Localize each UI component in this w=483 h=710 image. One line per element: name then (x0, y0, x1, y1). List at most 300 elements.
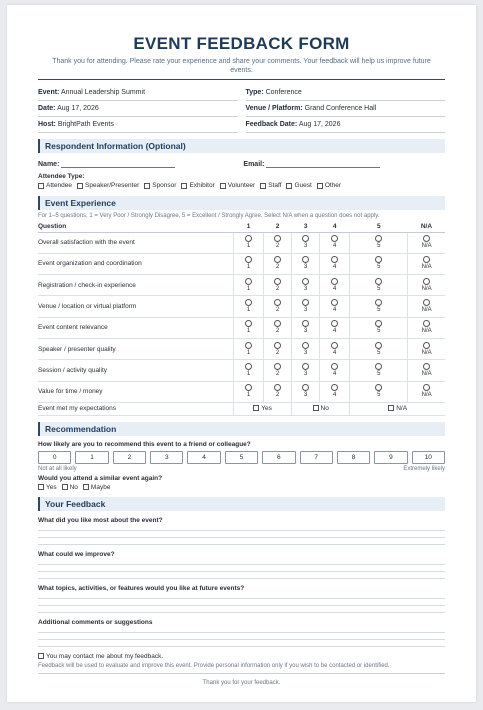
radio-label: N/A (421, 349, 432, 356)
expectations-yes[interactable] (253, 405, 272, 412)
contact-consent-checkbox[interactable] (38, 653, 44, 659)
table-row (38, 232, 445, 253)
question-label: Registration / check-in experience (38, 275, 233, 296)
thank-you-note: Thank you for your feedback. (202, 679, 281, 686)
rating-radio[interactable] (422, 278, 432, 293)
name-field[interactable] (61, 160, 175, 168)
rating-radio[interactable] (302, 384, 309, 399)
radio-label: 4 (333, 307, 337, 314)
rating-cell (264, 317, 292, 338)
radio-label: 2 (275, 392, 280, 399)
expectations-option-label: Yes (261, 404, 272, 412)
rating-radio[interactable] (422, 299, 432, 314)
attendee-type-staff[interactable] (260, 181, 281, 190)
rating-radio[interactable] (375, 320, 382, 335)
radio-circle[interactable] (375, 299, 382, 306)
expectations-checkbox[interactable] (253, 405, 259, 411)
radio-label: 1 (246, 370, 251, 377)
radio-circle[interactable] (245, 235, 252, 242)
radio-label: 2 (275, 328, 280, 335)
rating-cell (408, 232, 445, 253)
attendee-type-checkbox[interactable] (260, 183, 266, 189)
attend-again-question: Would you attend a similar event again? (38, 474, 163, 482)
radio-circle[interactable] (274, 278, 281, 285)
radio-label: 1 (246, 328, 251, 335)
radio-circle[interactable] (274, 363, 281, 370)
recommend-score-4[interactable]: 4 (187, 451, 220, 464)
attendee-type-label: Staff (268, 182, 282, 189)
table-header-row (38, 221, 445, 232)
radio-label: 2 (275, 307, 280, 314)
radio-label: 5 (377, 307, 381, 314)
rating-radio[interactable] (422, 342, 432, 357)
experience-table (38, 221, 445, 416)
recommend-question: How likely are you to recommend this event to a friend or colleague? (38, 440, 251, 448)
rating-cell (233, 360, 263, 381)
rating-column-header: 3 (292, 221, 320, 232)
rating-radio[interactable] (274, 363, 281, 378)
recommend-score-2[interactable]: 2 (113, 451, 146, 464)
recommendation-section-heading: Recommendation (38, 422, 445, 436)
rating-cell (292, 381, 320, 402)
attendee-type-checkbox[interactable] (286, 183, 292, 189)
attendee-type-guest[interactable] (286, 181, 311, 190)
table-row (38, 253, 445, 274)
type-value: Conference (265, 89, 302, 96)
attend-again-label: No (69, 483, 78, 491)
radio-label: 2 (275, 285, 280, 292)
rating-radio[interactable] (375, 342, 382, 357)
radio-label: 3 (303, 370, 308, 377)
rating-radio[interactable] (274, 342, 281, 357)
rating-radio[interactable] (274, 320, 281, 335)
radio-circle[interactable] (331, 384, 338, 391)
rating-radio[interactable] (331, 278, 338, 293)
rating-cell (233, 253, 263, 274)
radio-circle[interactable] (331, 342, 338, 349)
rating-radio[interactable] (274, 235, 281, 250)
expectations-option-label: No (320, 404, 329, 412)
type-label: Type: (245, 89, 264, 96)
recommend-score-10[interactable]: 10 (412, 451, 445, 464)
rating-radio[interactable] (245, 384, 252, 399)
form-subtitle: Thank you for attending. Please rate your experience and share your comments. Your feedback will help us improve future events. (52, 58, 431, 74)
table-row (38, 275, 445, 296)
expectations-na[interactable] (388, 405, 407, 412)
attendee-type-checkbox[interactable] (220, 183, 226, 189)
attend-again-label: Yes (46, 483, 57, 491)
rating-cell (320, 317, 350, 338)
rating-cell (408, 381, 445, 402)
attendee-type-checkbox[interactable] (77, 183, 83, 189)
email-label: Email: (243, 161, 265, 168)
rating-radio[interactable] (302, 299, 309, 314)
experience-section-heading: Event Experience (38, 196, 445, 210)
rating-cell (292, 296, 320, 317)
feedback-date-field (246, 117, 446, 133)
rating-cell (233, 296, 263, 317)
radio-circle[interactable] (375, 363, 382, 370)
venue-label: Venue / Platform: (245, 105, 303, 112)
radio-circle[interactable] (375, 342, 382, 349)
rating-radio[interactable] (375, 256, 382, 271)
rating-cell (264, 296, 292, 317)
attend-again-no[interactable] (62, 483, 78, 492)
rating-radio[interactable] (274, 384, 281, 399)
radio-label: 2 (275, 370, 280, 377)
radio-circle[interactable] (423, 320, 430, 327)
radio-circle[interactable] (423, 256, 430, 263)
feedback-section-heading: Your Feedback (38, 497, 445, 511)
radio-circle[interactable] (375, 256, 382, 263)
rating-cell (350, 275, 408, 296)
radio-label: 5 (377, 264, 381, 271)
rating-radio[interactable] (302, 235, 309, 250)
privacy-disclaimer: Feedback will be used to evaluate and improve this event. Provide personal information only if you wish to be contacted or identified. (38, 663, 445, 674)
rating-radio[interactable] (422, 384, 432, 399)
rating-radio[interactable] (375, 235, 382, 250)
additional-comments-answer[interactable] (38, 626, 445, 647)
radio-circle[interactable] (302, 342, 309, 349)
radio-label: 5 (377, 285, 381, 292)
date-field (38, 101, 238, 117)
attend-again-checkbox[interactable] (62, 484, 68, 490)
attend-again-maybe[interactable] (83, 483, 111, 492)
radio-label: 3 (303, 349, 308, 356)
rating-cell (264, 275, 292, 296)
event-info-grid (38, 85, 445, 133)
radio-circle[interactable] (302, 278, 309, 285)
radio-label: 5 (377, 328, 381, 335)
rating-instructions: For 1–5 questions, 1 = Very Poor / Strongly Disagree, 5 = Excellent / Strongly Agree. Select N/A when a question does not apply. (38, 213, 380, 219)
radio-circle[interactable] (302, 384, 309, 391)
radio-circle[interactable] (331, 256, 338, 263)
attendee-type-attendee[interactable] (38, 181, 72, 190)
radio-label: 4 (333, 370, 337, 377)
radio-circle[interactable] (274, 256, 281, 263)
radio-label: 5 (377, 349, 381, 356)
rating-cell (408, 317, 445, 338)
radio-circle[interactable] (245, 299, 252, 306)
expectations-option-label: N/A (396, 404, 408, 412)
radio-circle[interactable] (274, 342, 281, 349)
radio-label: 3 (303, 264, 308, 271)
radio-circle[interactable] (274, 235, 281, 242)
liked-most-answer[interactable] (38, 524, 445, 545)
radio-label: 4 (333, 285, 337, 292)
recommend-score-0[interactable]: 0 (38, 451, 71, 464)
radio-label: 4 (333, 328, 337, 335)
rating-radio[interactable] (274, 299, 281, 314)
table-row (38, 402, 445, 415)
rating-column-header: 4 (320, 221, 350, 232)
rating-radio[interactable] (245, 342, 252, 357)
radio-circle[interactable] (423, 235, 430, 242)
radio-circle[interactable] (302, 299, 309, 306)
expectations-cell (350, 402, 445, 415)
radio-label: 1 (246, 307, 251, 314)
attendee-type-checkbox[interactable] (38, 183, 44, 189)
expectations-label: Event met my expectations (38, 402, 233, 415)
rating-radio[interactable] (302, 320, 309, 335)
radio-label: N/A (421, 264, 432, 271)
rating-cell (292, 232, 320, 253)
radio-circle[interactable] (331, 278, 338, 285)
radio-label: 1 (246, 264, 251, 271)
radio-circle[interactable] (302, 256, 309, 263)
radio-circle[interactable] (274, 299, 281, 306)
event-label: Event: (38, 89, 60, 96)
future-topics-answer[interactable] (38, 592, 445, 613)
feedback-date-label: Feedback Date: (245, 121, 298, 128)
radio-circle[interactable] (375, 320, 382, 327)
rating-cell (320, 296, 350, 317)
contact-consent-label: You may contact me about my feedback. (46, 652, 164, 660)
rating-radio[interactable] (422, 235, 432, 250)
radio-circle[interactable] (423, 384, 430, 391)
radio-label: 3 (303, 285, 308, 292)
expectations-checkbox[interactable] (388, 405, 394, 411)
title-divider (38, 79, 445, 80)
radio-circle[interactable] (423, 363, 430, 370)
table-row (38, 381, 445, 402)
rating-radio[interactable] (331, 299, 338, 314)
attendee-type-exhibitor[interactable] (181, 181, 214, 190)
rating-cell (320, 338, 350, 359)
question-label: Event content relevance (38, 317, 233, 338)
radio-circle[interactable] (245, 363, 252, 370)
rating-radio[interactable] (422, 256, 432, 271)
radio-circle[interactable] (245, 320, 252, 327)
radio-label: 2 (275, 264, 280, 271)
radio-circle[interactable] (331, 320, 338, 327)
host-field (38, 117, 238, 133)
attendee-type-label: Guest (294, 182, 312, 189)
radio-circle[interactable] (302, 320, 309, 327)
rating-cell (320, 360, 350, 381)
attendee-type-speaker-presenter[interactable] (77, 181, 139, 190)
rating-radio[interactable] (245, 363, 252, 378)
rating-radio[interactable] (375, 384, 382, 399)
rating-radio[interactable] (302, 342, 309, 357)
radio-circle[interactable] (375, 235, 382, 242)
rating-radio[interactable] (274, 278, 281, 293)
host-value: BrightPath Events (57, 121, 114, 128)
scale-high-label: Extremely likely (403, 465, 445, 472)
rating-radio[interactable] (331, 363, 338, 378)
radio-circle[interactable] (302, 363, 309, 370)
radio-circle[interactable] (375, 278, 382, 285)
radio-circle[interactable] (423, 278, 430, 285)
respondent-section-heading: Respondent Information (Optional) (38, 139, 445, 153)
date-value: Aug 17, 2026 (57, 105, 99, 112)
rating-cell (350, 253, 408, 274)
radio-label: 1 (246, 392, 251, 399)
event-field (38, 85, 238, 101)
rating-radio[interactable] (331, 384, 338, 399)
radio-circle[interactable] (245, 278, 252, 285)
name-email-row (38, 158, 445, 168)
radio-label: 5 (377, 370, 381, 377)
venue-value: Grand Conference Hall (304, 105, 377, 112)
radio-label: 4 (333, 392, 337, 399)
improve-answer[interactable] (38, 558, 445, 579)
liked-most-question: What did you like most about the event? (38, 516, 163, 524)
type-field (246, 85, 446, 101)
rating-cell (233, 232, 263, 253)
rating-cell (320, 275, 350, 296)
contact-consent[interactable] (38, 653, 445, 660)
additional-comments-question: Additional comments or suggestions (38, 618, 153, 626)
rating-cell (292, 360, 320, 381)
question-label: Speaker / presenter quality (38, 338, 233, 359)
recommend-score-1[interactable]: 1 (75, 451, 108, 464)
rating-cell (350, 338, 408, 359)
rating-radio[interactable] (245, 235, 252, 250)
radio-label: 2 (275, 243, 280, 250)
feedback-date-value: Aug 17, 2026 (298, 121, 341, 128)
attendee-type-label: Attendee Type: (38, 173, 85, 180)
rating-cell (292, 317, 320, 338)
rating-cell (233, 338, 263, 359)
attend-again-label: Maybe (90, 483, 111, 491)
question-label: Event organization and coordination (38, 253, 233, 274)
radio-circle[interactable] (423, 299, 430, 306)
rating-cell (264, 381, 292, 402)
question-column-header: Question (38, 221, 233, 232)
rating-cell (233, 381, 263, 402)
question-label: Session / activity quality (38, 360, 233, 381)
rating-radio[interactable] (245, 278, 252, 293)
radio-circle[interactable] (331, 235, 338, 242)
rating-radio[interactable] (302, 278, 309, 293)
attend-again-checkbox[interactable] (38, 484, 44, 490)
attendee-type-label: Attendee (46, 182, 73, 189)
rating-radio[interactable] (302, 256, 309, 271)
rating-cell (350, 360, 408, 381)
radio-label: 3 (303, 307, 308, 314)
table-row (38, 317, 445, 338)
radio-label: N/A (421, 392, 432, 399)
table-row (38, 360, 445, 381)
rating-radio[interactable] (274, 256, 281, 271)
rating-cell (292, 275, 320, 296)
attendee-type-label: Exhibitor (189, 182, 215, 189)
radio-label: 1 (246, 349, 251, 356)
attend-again-yes[interactable] (38, 483, 57, 492)
rating-radio[interactable] (331, 256, 338, 271)
radio-circle[interactable] (302, 235, 309, 242)
rating-cell (264, 253, 292, 274)
recommend-score-5[interactable]: 5 (225, 451, 258, 464)
expectations-cell (292, 402, 350, 415)
attendee-type-checkbox[interactable] (317, 183, 323, 189)
recommend-score-8[interactable]: 8 (337, 451, 370, 464)
rating-radio[interactable] (422, 363, 432, 378)
radio-label: N/A (421, 328, 432, 335)
radio-circle[interactable] (274, 384, 281, 391)
rating-cell (350, 317, 408, 338)
email-field[interactable] (266, 160, 380, 168)
recommend-scale (38, 451, 445, 464)
attendee-type-checkbox[interactable] (144, 183, 150, 189)
rating-radio[interactable] (375, 299, 382, 314)
rating-radio[interactable] (245, 299, 252, 314)
rating-cell (408, 253, 445, 274)
expectations-checkbox[interactable] (313, 405, 319, 411)
rating-radio[interactable] (331, 320, 338, 335)
rating-radio[interactable] (375, 363, 382, 378)
radio-circle[interactable] (245, 256, 252, 263)
attendee-type-checkbox[interactable] (181, 183, 187, 189)
rating-radio[interactable] (245, 320, 252, 335)
rating-cell (350, 381, 408, 402)
radio-label: 3 (303, 243, 308, 250)
radio-label: 4 (333, 243, 337, 250)
rating-cell (320, 381, 350, 402)
radio-label: 4 (333, 264, 337, 271)
rating-radio[interactable] (331, 235, 338, 250)
attendee-type-other[interactable] (317, 181, 341, 190)
radio-circle[interactable] (274, 320, 281, 327)
radio-label: 3 (303, 328, 308, 335)
attendee-type-options (38, 181, 445, 190)
radio-circle[interactable] (245, 384, 252, 391)
form-title: EVENT FEEDBACK FORM (133, 34, 350, 53)
radio-circle[interactable] (331, 299, 338, 306)
rating-cell (408, 338, 445, 359)
recommend-score-9[interactable]: 9 (374, 451, 407, 464)
radio-label: N/A (421, 285, 432, 292)
radio-label: 1 (246, 243, 251, 250)
attendee-type-volunteer[interactable] (220, 181, 255, 190)
rating-radio[interactable] (302, 363, 309, 378)
attend-again-checkbox[interactable] (83, 484, 89, 490)
radio-label: 1 (246, 285, 251, 292)
rating-column-header: 2 (264, 221, 292, 232)
improve-question: What could we improve? (38, 550, 115, 558)
radio-circle[interactable] (375, 384, 382, 391)
scale-end-labels (38, 466, 445, 472)
radio-label: N/A (421, 370, 432, 377)
recommend-score-3[interactable]: 3 (150, 451, 183, 464)
name-label: Name: (38, 161, 60, 168)
rating-cell (408, 296, 445, 317)
rating-radio[interactable] (245, 256, 252, 271)
venue-field (246, 101, 446, 117)
radio-label: 5 (377, 392, 381, 399)
recommend-score-6[interactable]: 6 (262, 451, 295, 464)
attendee-type-sponsor[interactable] (144, 181, 176, 190)
radio-circle[interactable] (245, 342, 252, 349)
expectations-no[interactable] (313, 405, 329, 412)
rating-cell (264, 232, 292, 253)
radio-circle[interactable] (331, 363, 338, 370)
radio-label: 3 (303, 392, 308, 399)
date-label: Date: (38, 105, 56, 112)
rating-radio[interactable] (331, 342, 338, 357)
event-value: Annual Leadership Summit (60, 89, 146, 96)
expectations-cell (233, 402, 291, 415)
attend-again-options (38, 483, 445, 492)
attendee-type-label: Sponsor (152, 182, 177, 189)
rating-cell (350, 232, 408, 253)
radio-label: N/A (421, 307, 432, 314)
recommend-score-7[interactable]: 7 (300, 451, 333, 464)
radio-circle[interactable] (423, 342, 430, 349)
rating-radio[interactable] (422, 320, 432, 335)
rating-radio[interactable] (375, 278, 382, 293)
